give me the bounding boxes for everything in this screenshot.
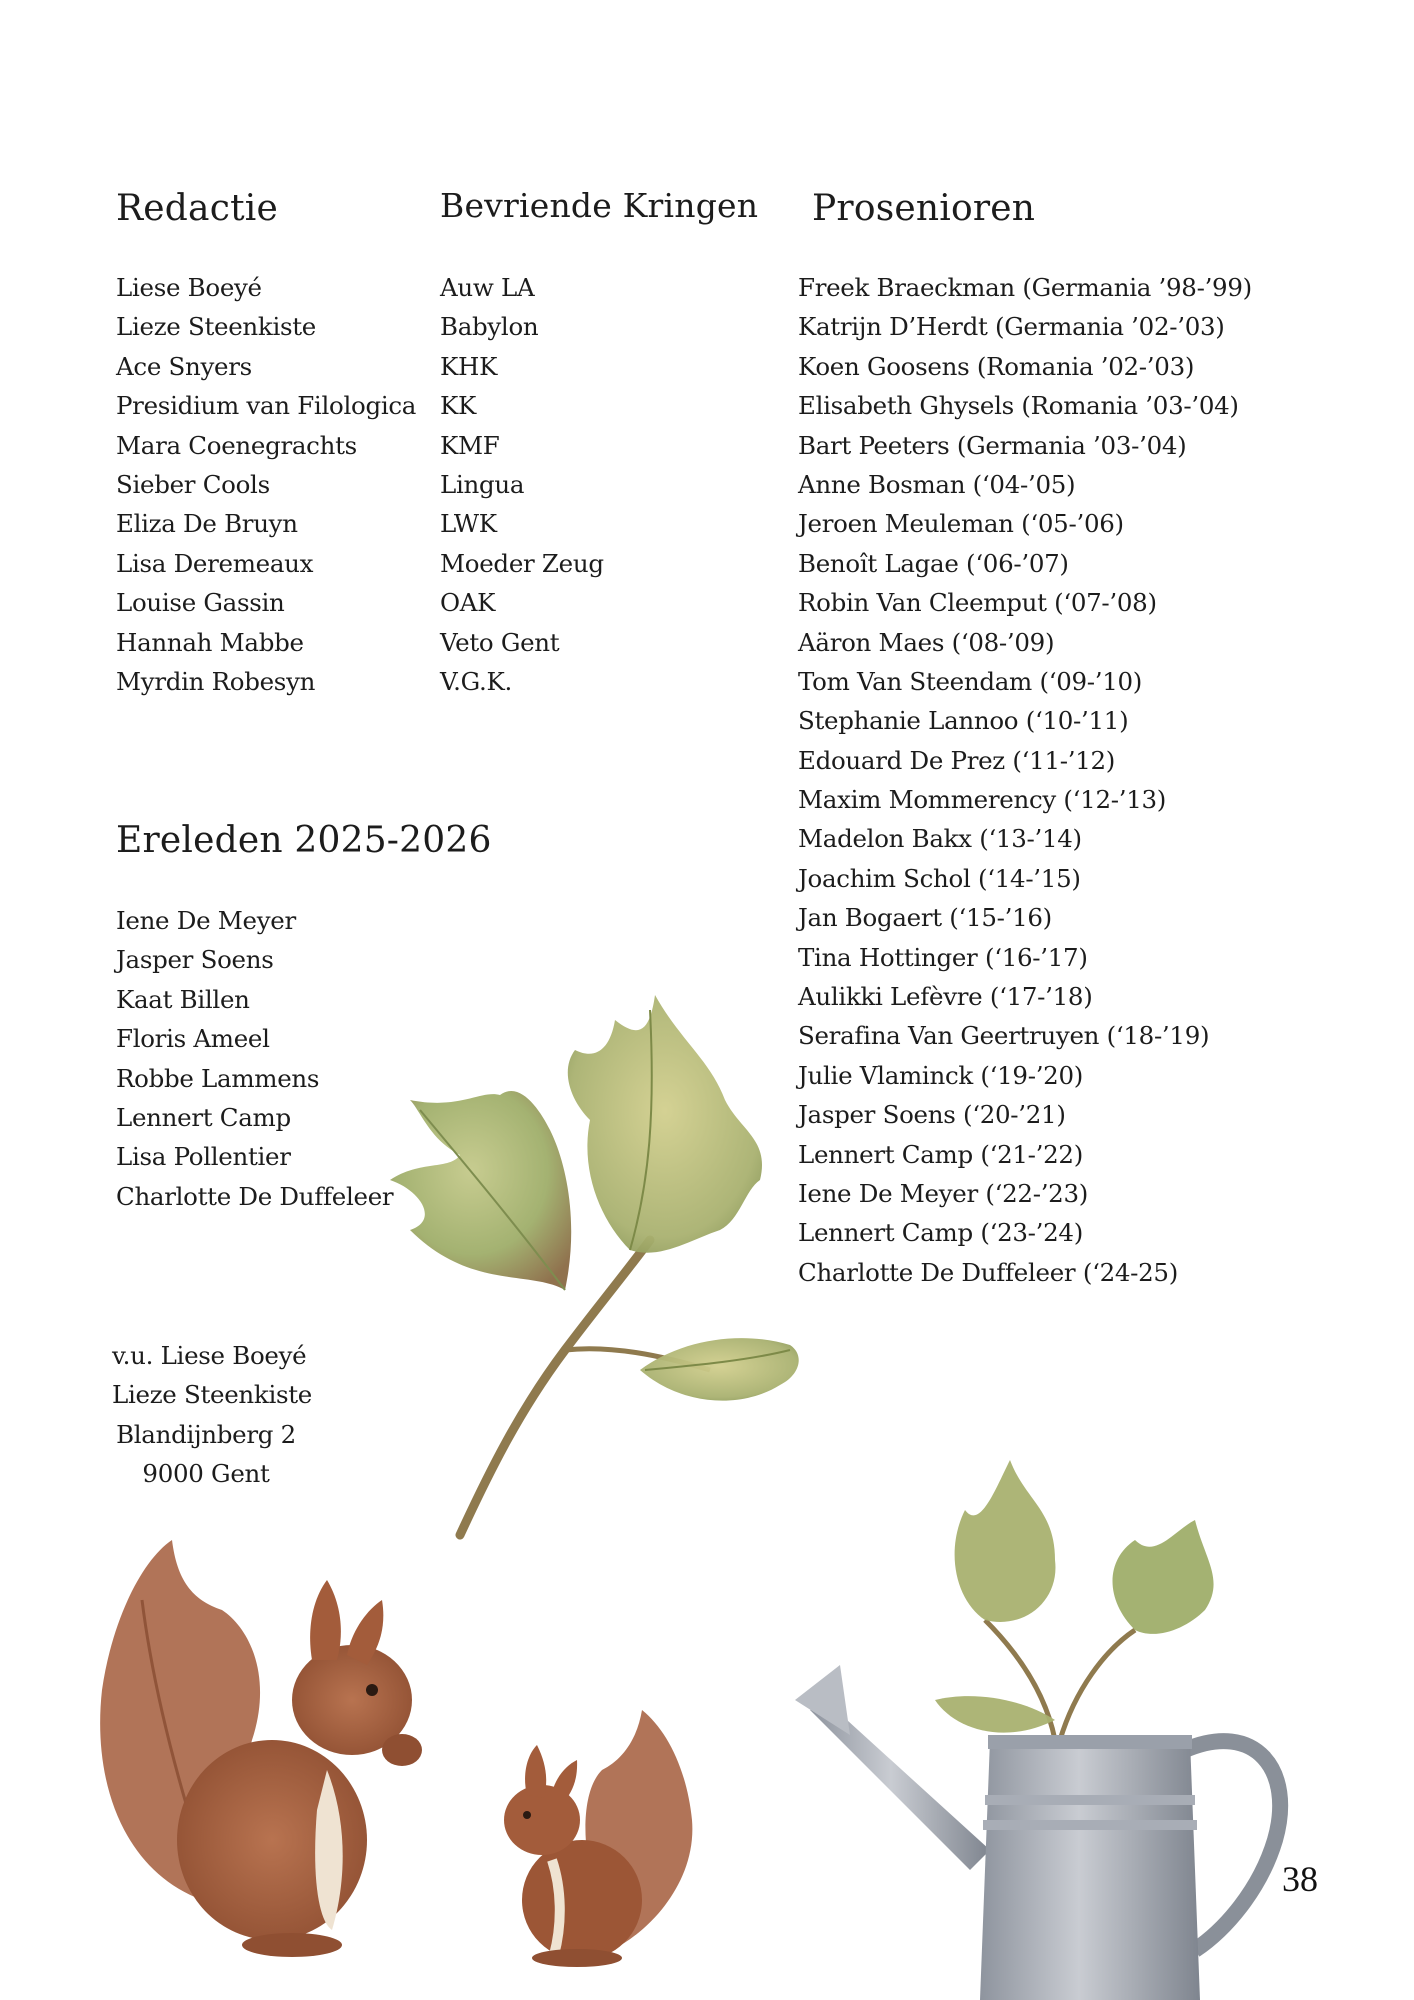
colofon-address: [112, 1336, 313, 1494]
leaf-can-right: [1113, 1520, 1214, 1634]
list-item: Presidium van Filologica: [116, 391, 417, 421]
list-item: Kaat Billen: [116, 984, 250, 1014]
list-item: KHK: [440, 351, 498, 381]
leaf-can-low: [935, 1696, 1055, 1733]
list-item: Lingua: [440, 469, 525, 499]
list-item: Eliza De Bruyn: [116, 509, 298, 539]
list-item: Moeder Zeug: [440, 548, 604, 578]
list-item: Bart Peeters (Germania ’03-’04): [798, 430, 1187, 460]
list-item: Freek Braeckman (Germania ’98-’99): [798, 273, 1252, 302]
list-item: Tom Van Steendam (‘09-’10): [798, 666, 1143, 696]
redactie-list: [116, 268, 416, 701]
list-item: Aäron Maes (‘08-’09): [798, 627, 1055, 657]
list-item: LWK: [440, 509, 497, 539]
page-number: 38: [1282, 1859, 1318, 1899]
address-line: Blandijnberg 2: [116, 1419, 296, 1449]
list-item: Sieber Cools: [116, 469, 270, 499]
list-item: Jeroen Meuleman (‘05-’06): [798, 509, 1124, 539]
list-item: Stephanie Lannoo (‘10-’11): [798, 706, 1129, 736]
list-item: KK: [440, 391, 477, 421]
list-item: Koen Goosens (Romania ’02-’03): [798, 351, 1195, 381]
list-item: Lisa Pollentier: [116, 1142, 291, 1172]
oak-branch-illustration: [350, 990, 810, 1550]
list-item: OAK: [440, 588, 496, 618]
list-item: Robbe Lammens: [116, 1063, 320, 1093]
list-item: Benoît Lagae (‘06-’07): [798, 548, 1069, 578]
squirrel-eye: [366, 1684, 378, 1696]
list-item: Aulikki Lefèvre (‘17-’18): [798, 982, 1093, 1012]
list-item: V.G.K.: [440, 666, 512, 696]
address-line: Lieze Steenkiste: [112, 1380, 313, 1410]
list-item: Liese Boeyé: [116, 273, 262, 302]
list-item: Julie Vlaminck (‘19-’20): [798, 1060, 1084, 1090]
list-item: Hannah Mabbe: [116, 627, 304, 657]
list-item: Tina Hottinger (‘16-’17): [798, 942, 1088, 972]
list-item: Louise Gassin: [116, 588, 285, 618]
list-item: Elisabeth Ghysels (Romania ’03-’04): [798, 391, 1239, 421]
bevriende-kringen-list: [440, 268, 604, 701]
list-item: Lennert Camp (‘23-’24): [798, 1218, 1083, 1248]
can-body: [980, 1740, 1200, 2000]
watering-can-illustration: [755, 1450, 1315, 2000]
list-item: Veto Gent: [440, 627, 560, 657]
list-item: Auw LA: [440, 273, 535, 302]
list-item: Serafina Van Geertruyen (‘18-’19): [798, 1021, 1210, 1051]
heading-redactie: Redactie: [116, 188, 278, 229]
list-item: Myrdin Robesyn: [116, 666, 316, 696]
heading-ereleden: Ereleden 2025-2026: [116, 820, 492, 861]
list-item: Jan Bogaert (‘15-’16): [798, 903, 1052, 933]
heading-prosenioren: Prosenioren: [812, 188, 1036, 229]
list-item: Lieze Steenkiste: [116, 312, 317, 342]
large-squirrel-illustration: [82, 1540, 442, 1960]
address-line: 9000 Gent: [142, 1459, 270, 1489]
list-item: Anne Bosman (‘04-’05): [798, 469, 1076, 499]
list-item: Maxim Mommerency (‘12-’13): [798, 785, 1167, 815]
list-item: Lennert Camp: [116, 1102, 291, 1132]
list-item: Lennert Camp (‘21-’22): [798, 1139, 1083, 1169]
list-item: Iene De Meyer: [116, 906, 296, 935]
list-item: Jasper Soens (‘20-’21): [798, 1100, 1066, 1130]
list-item: Charlotte De Duffeleer: [116, 1181, 394, 1211]
small-squirrel-illustration: [482, 1710, 712, 1970]
list-item: Floris Ameel: [116, 1024, 270, 1054]
list-item: Lisa Deremeaux: [116, 548, 314, 578]
leaf-top: [568, 995, 762, 1253]
prosenioren-list: [798, 268, 1252, 1292]
heading-bevriende-kringen: Bevriende Kringen: [440, 186, 759, 225]
list-item: KMF: [440, 430, 500, 460]
address-line: v.u. Liese Boeyé: [112, 1341, 307, 1370]
leaf-bottom: [640, 1338, 799, 1401]
list-item: Babylon: [440, 312, 539, 342]
list-item: Charlotte De Duffeleer (‘24-25): [798, 1257, 1178, 1287]
squirrel-eye: [523, 1811, 531, 1819]
leaf-can-left: [955, 1460, 1056, 1622]
list-item: Jasper Soens: [116, 945, 274, 975]
list-item: Edouard De Prez (‘11-’12): [798, 745, 1116, 775]
list-item: Joachim Schol (‘14-’15): [798, 863, 1081, 893]
leaf-left: [390, 1091, 571, 1290]
list-item: Mara Coenegrachts: [116, 430, 357, 460]
list-item: Iene De Meyer (‘22-’23): [798, 1178, 1089, 1208]
list-item: Madelon Bakx (‘13-’14): [798, 824, 1082, 854]
list-item: Katrijn D’Herdt (Germania ’02-’03): [798, 312, 1225, 342]
list-item: Robin Van Cleemput (‘07-’08): [798, 588, 1157, 618]
list-item: Ace Snyers: [116, 351, 252, 381]
